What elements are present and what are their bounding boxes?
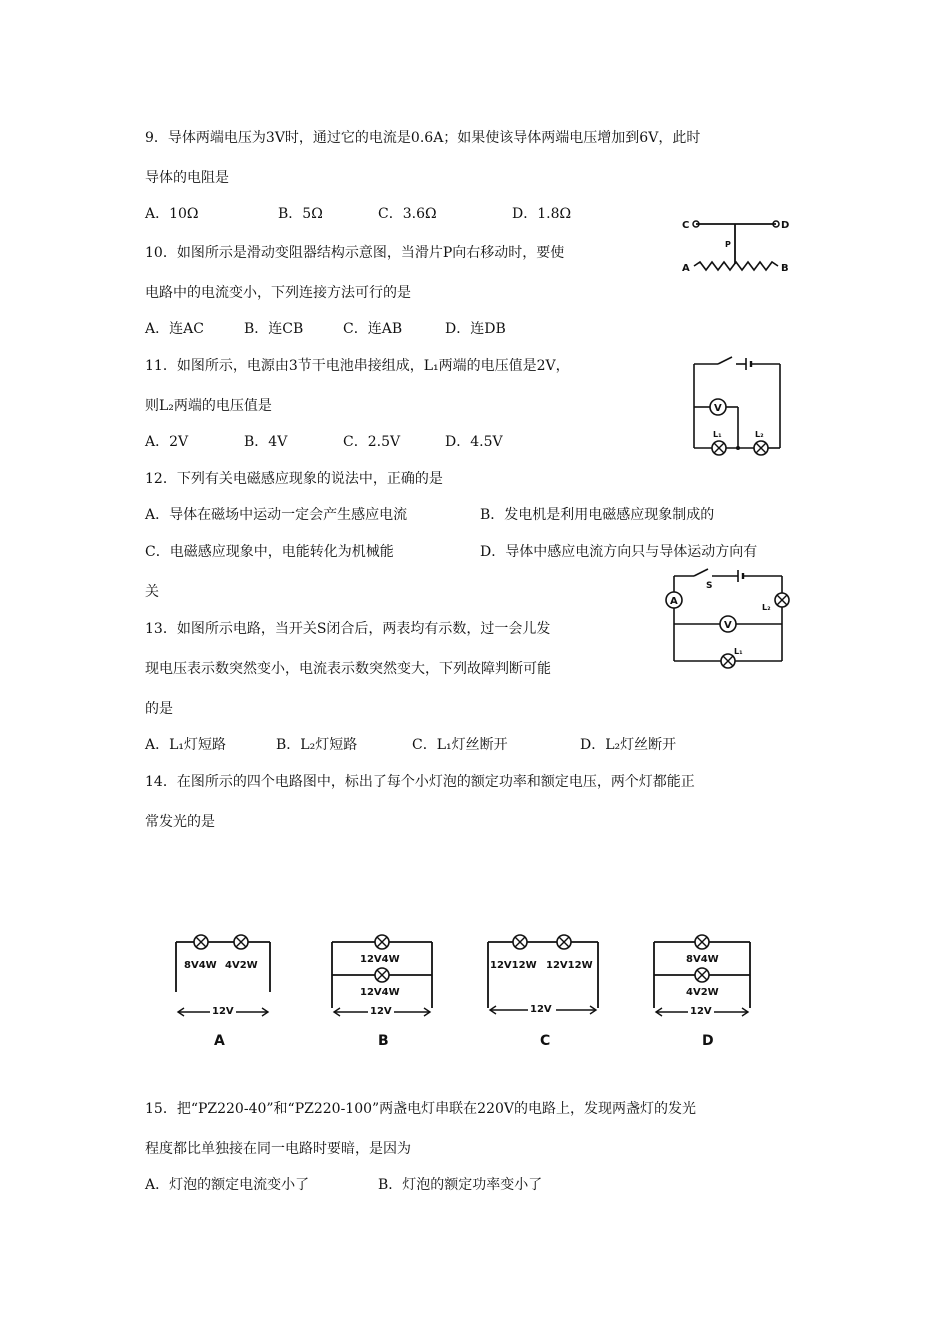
q13-option-b: B．L₂灯短路 [276,737,358,753]
circuit-d-lamp1-rating: 8V4W [686,954,719,965]
q13-label-l2: L₂ [762,603,771,612]
q10-option-c: C．连AB [343,321,403,337]
q13-circuit-diagram [658,566,798,676]
q12-option-a: A．导体在磁场中运动一定会产生感应电流 [145,507,408,523]
q11-option-d: D．4.5V [445,434,503,450]
rheostat-diagram [680,212,800,282]
q12-option-b: B．发电机是利用电磁感应现象制成的 [480,507,715,523]
q12-stem: 12．下列有关电磁感应现象的说法中，正确的是 [145,471,443,487]
rheostat-label-b: B [781,263,789,274]
circuit-a-voltage: 12V [212,1006,234,1017]
q11-voltmeter-label: V [714,403,722,414]
q14-circuit-c [484,930,604,1020]
q14-circuit-d [650,930,760,1020]
circuit-b-voltage: 12V [370,1006,392,1017]
q12-option-c: C．电磁感应现象中，电能转化为机械能 [145,544,394,560]
q11-option-b: B．4V [244,434,288,450]
q10-option-a: A．连AC [145,321,204,337]
q11-circuit-diagram [688,352,788,457]
q9-option-b: B．5Ω [278,206,323,222]
circuit-a-lamp2-rating: 4V2W [225,960,258,971]
q13-option-a: A．L₁灯短路 [145,737,227,753]
rheostat-label-a: A [682,263,690,274]
q11-stem-line2: 则L₂两端的电压值是 [145,398,272,414]
q10-option-d: D．连DB [445,321,506,337]
q11-stem-line1: 11．如图所示，电源由3节干电池串接组成，L₁两端的电压值是2V， [145,358,570,374]
q13-ammeter-label: A [670,596,678,607]
q10-stem-line2: 电路中的电流变小，下列连接方法可行的是 [145,285,411,301]
circuit-a-lamp1-rating: 8V4W [184,960,217,971]
q14-circuit-b [328,930,438,1020]
q15-option-b: B．灯泡的额定功率变小了 [378,1177,543,1193]
q15-stem-line1: 15．把“PZ220-40”和“PZ220-100”两盏电灯串联在220V的电路上，发现两盏灯的发光 [145,1101,697,1117]
circuit-c-caption: C [540,1033,551,1049]
q9-stem-line1: 9．导体两端电压为3V时，通过它的电流是0.6A；如果使该导体两端电压增加到6V，此时 [145,130,701,146]
q9-option-d: D．1.8Ω [512,206,572,222]
q9-option-c: C．3.6Ω [378,206,437,222]
q13-stem-line3: 的是 [145,701,173,717]
circuit-d-voltage: 12V [690,1006,712,1017]
q15-stem-line2: 程度都比单独接在同一电路时要暗，是因为 [145,1141,411,1157]
q14-stem-line1: 14．在图所示的四个电路图中，标出了每个小灯泡的额定功率和额定电压，两个灯都能正 [145,774,695,790]
circuit-a-caption: A [214,1033,225,1049]
rheostat-label-c: C [682,220,690,231]
circuit-c-lamp1-rating: 12V12W [490,960,537,971]
circuit-c-voltage: 12V [530,1004,552,1015]
q14-circuit-a [170,930,280,1020]
q9-option-a: A．10Ω [145,206,199,222]
circuit-b-lamp1-rating: 12V4W [360,954,400,965]
q13-stem-line2: 现电压表示数突然变小，电流表示数突然变大，下列故障判断可能 [145,661,551,677]
q11-option-a: A．2V [145,434,189,450]
q12-option-d-continued: 关 [145,584,159,600]
q13-voltmeter-label: V [724,620,732,631]
q11-label-l1: L₁ [713,430,722,439]
q13-option-c: C．L₁灯丝断开 [412,737,508,753]
circuit-d-lamp2-rating: 4V2W [686,987,719,998]
q13-label-s: S [706,581,713,591]
q11-option-c: C．2.5V [343,434,401,450]
q13-label-l1: L₁ [734,647,743,656]
q13-stem-line1: 13．如图所示电路，当开关S闭合后，两表均有示数，过一会儿发 [145,621,551,637]
q14-stem-line2: 常发光的是 [145,814,215,830]
rheostat-label-d: D [781,220,790,231]
q9-stem-line2: 导体的电阻是 [145,170,229,186]
q15-option-a: A．灯泡的额定电流变小了 [145,1177,310,1193]
q12-option-d: D．导体中感应电流方向只与导体运动方向有 [480,544,758,560]
q10-stem-line1: 10．如图所示是滑动变阻器结构示意图，当滑片P向右移动时，要使 [145,245,565,261]
q13-option-d: D．L₂灯丝断开 [580,737,677,753]
circuit-b-caption: B [378,1033,389,1049]
rheostat-label-p: P [725,240,731,249]
q10-option-b: B．连CB [244,321,304,337]
circuit-c-lamp2-rating: 12V12W [546,960,593,971]
circuit-b-lamp2-rating: 12V4W [360,987,400,998]
q11-label-l2: L₂ [755,430,764,439]
circuit-d-caption: D [702,1033,714,1049]
